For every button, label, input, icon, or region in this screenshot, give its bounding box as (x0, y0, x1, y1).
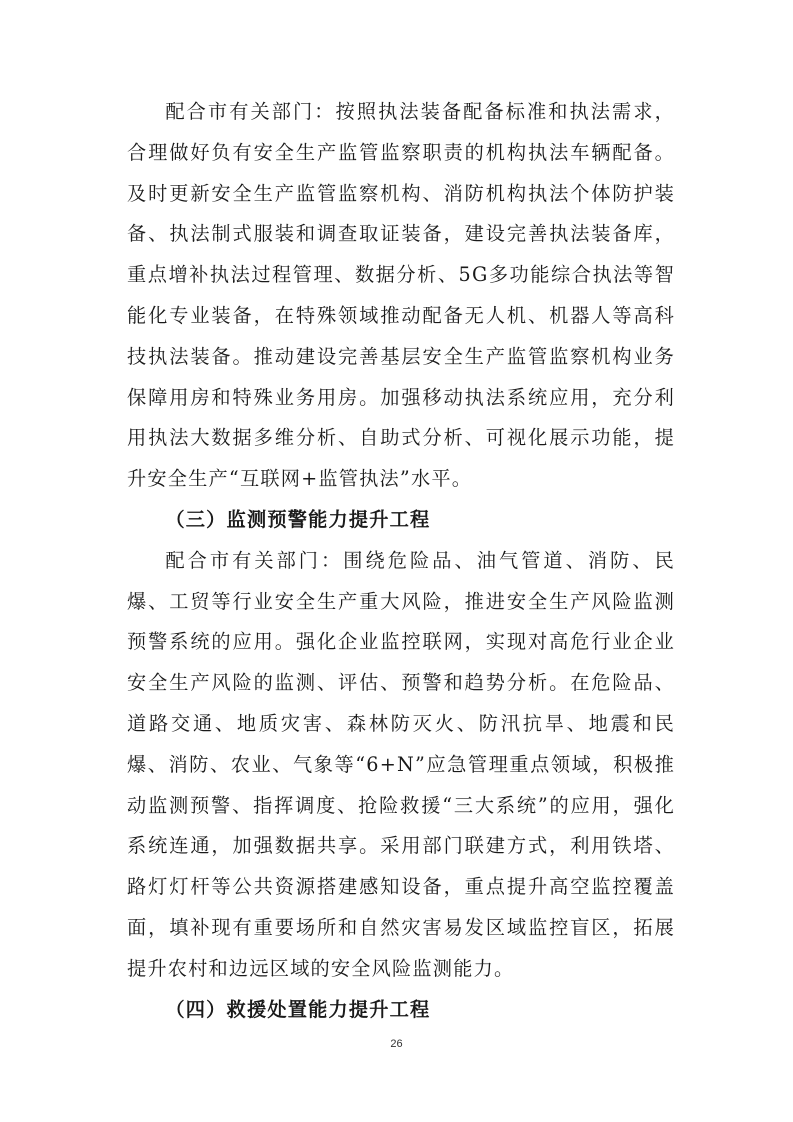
section-heading-monitoring-warning: （三）监测预警能力提升工程 (165, 507, 431, 531)
page-number: 26 (390, 1038, 403, 1050)
paragraph-law-enforcement-equipment: 配合市有关部门：按照执法装备配备标准和执法需求，合理做好负有安全生产监管监察职责的机构执法车辆配备。及时更新安全生产监管监察机构、消防机构执法个体防护装备、执法制式服装和调查取证装备，建设完善执法装备库，重点增补执法过程管理、数据分析、5G多功能综合执法等智能化专业装备，在特殊领域推动配备无人机、机器人等高科技执法装备。推动建设完善基层安全生产监管监察机构业务保障用房和特殊业务用房。加强移动执法系统应用，充分利用执法大数据多维分析、自助式分析、可视化展示功能，提升安全生产“互联网+监管执法”水平。 (127, 100, 675, 491)
document-body (127, 92, 675, 1030)
section-heading-rescue-response: （四）救援处置能力提升工程 (165, 997, 431, 1021)
paragraph-monitoring-warning: 配合市有关部门：围绕危险品、油气管道、消防、民爆、工贸等行业安全生产重大风险，推进安全生产风险监测预警系统的应用。强化企业监控联网，实现对高危行业企业安全生产风险的监测、评估、预警和趋势分析。在危险品、道路交通、地质灾害、森林防灭火、防汛抗旱、地震和民爆、消防、农业、气象等“6+N”应急管理重点领域，积极推动监测预警、指挥调度、抢险救援“三大系统”的应用，强化系统连通，加强数据共享。采用部门联建方式，利用铁塔、路灯灯杆等公共资源搭建感知设备，重点提升高空监控覆盖面，填补现有重要场所和自然灾害易发区域监控盲区，拓展提升农村和边远区域的安全风险监测能力。 (127, 548, 675, 980)
